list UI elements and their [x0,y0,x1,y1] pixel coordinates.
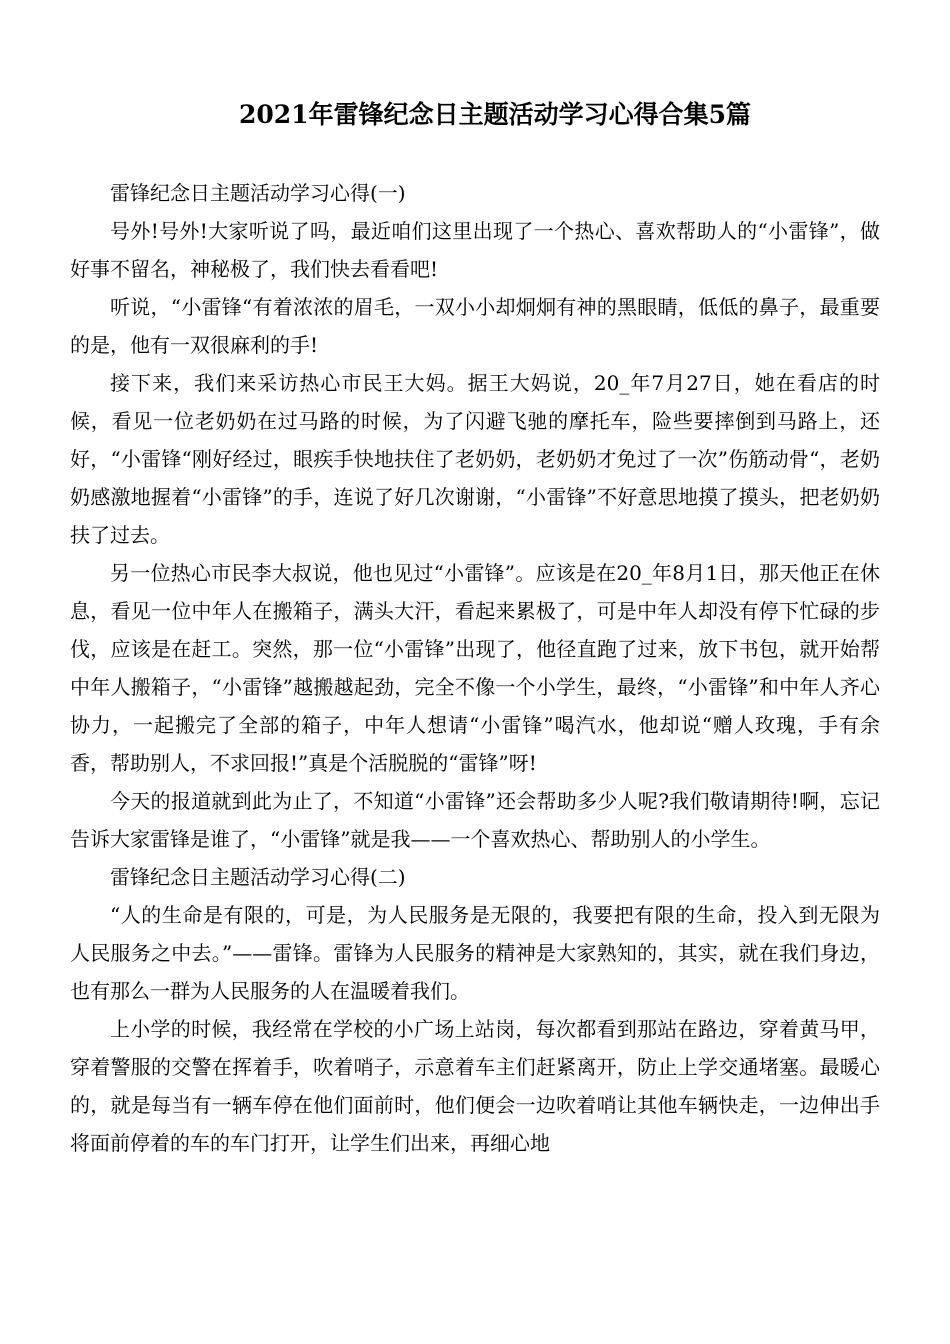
section-heading-1: 雷锋纪念日主题活动学习心得(一) [110,181,406,205]
paragraph: 上小学的时候，我经常在学校的小广场上站岗，每次都看到那站在路边，穿着黄马甲，穿着警服的交警在挥着手，吹着哨子，示意着车主们赶紧离开，防止上学交通堵塞。最暖心的，就是每当有一辆车停在他们面前时，他们便会一边吹着哨让其他车辆快走，一边伸出手将面前停着的车的车门打开，让学生们出来，再细心地 [70,1017,880,1155]
paragraph: 接下来，我们来采访热心市民王大妈。据王大妈说，20_年7月27日，她在看店的时候，看见一位老奶奶在过马路的时候，为了闪避飞驰的摩托车，险些要摔倒到马路上，还好，“小雷锋“刚好经过，眼疾手快地扶住了老奶奶，老奶奶才免过了一次”伤筋动骨“，老奶奶感激地握着“小雷锋”的手，连说了好几次谢谢，“小雷锋”不好意思地摸了摸头，把老奶奶扶了过去。 [70,371,880,547]
paragraph: “人的生命是有限的，可是，为人民服务是无限的，我要把有限的生命，投入到无限为人民服务之中去。”——雷锋。雷锋为人民服务的精神是大家熟知的，其实，就在我们身边，也有那么一群为人民服务的人在温暖着我们。 [70,903,880,1003]
paragraph: 号外!号外!大家听说了吗，最近咱们这里出现了一个热心、喜欢帮助人的“小雷锋”，做好事不留名，神秘极了，我们快去看看吧! [70,219,880,281]
paragraph: 听说，“小雷锋“有着浓浓的眉毛，一双小小却炯炯有神的黑眼睛，低低的鼻子，最重要的是，他有一双很麻利的手! [70,295,880,357]
section-heading-2: 雷锋纪念日主题活动学习心得(二) [110,865,406,889]
paragraph: 另一位热心市民李大叔说，他也见过“小雷锋”。应该是在20_年8月1日，那天他正在休息，看见一位中年人在搬箱子，满头大汗，看起来累极了，可是中年人却没有停下忙碌的步伐，应该是在赶工。突然，那一位“小雷锋”出现了，他径直跑了过来，放下书包，就开始帮中年人搬箱子，“小雷锋”越搬越起劲，完全不像一个小学生，最终，“小雷锋”和中年人齐心协力，一起搬完了全部的箱子，中年人想请“小雷锋”喝汽水，他却说“赠人玫瑰，手有余香，帮助别人，不求回报!”真是个活脱脱的“雷锋”呀! [70,561,880,775]
document-title: 2021年雷锋纪念日主题活动学习心得合集5篇 [239,100,751,129]
paragraph: 今天的报道就到此为止了，不知道“小雷锋”还会帮助多少人呢?我们敬请期待!啊，忘记告诉大家雷锋是谁了，“小雷锋”就是我——一个喜欢热心、帮助别人的小学生。 [70,789,880,851]
